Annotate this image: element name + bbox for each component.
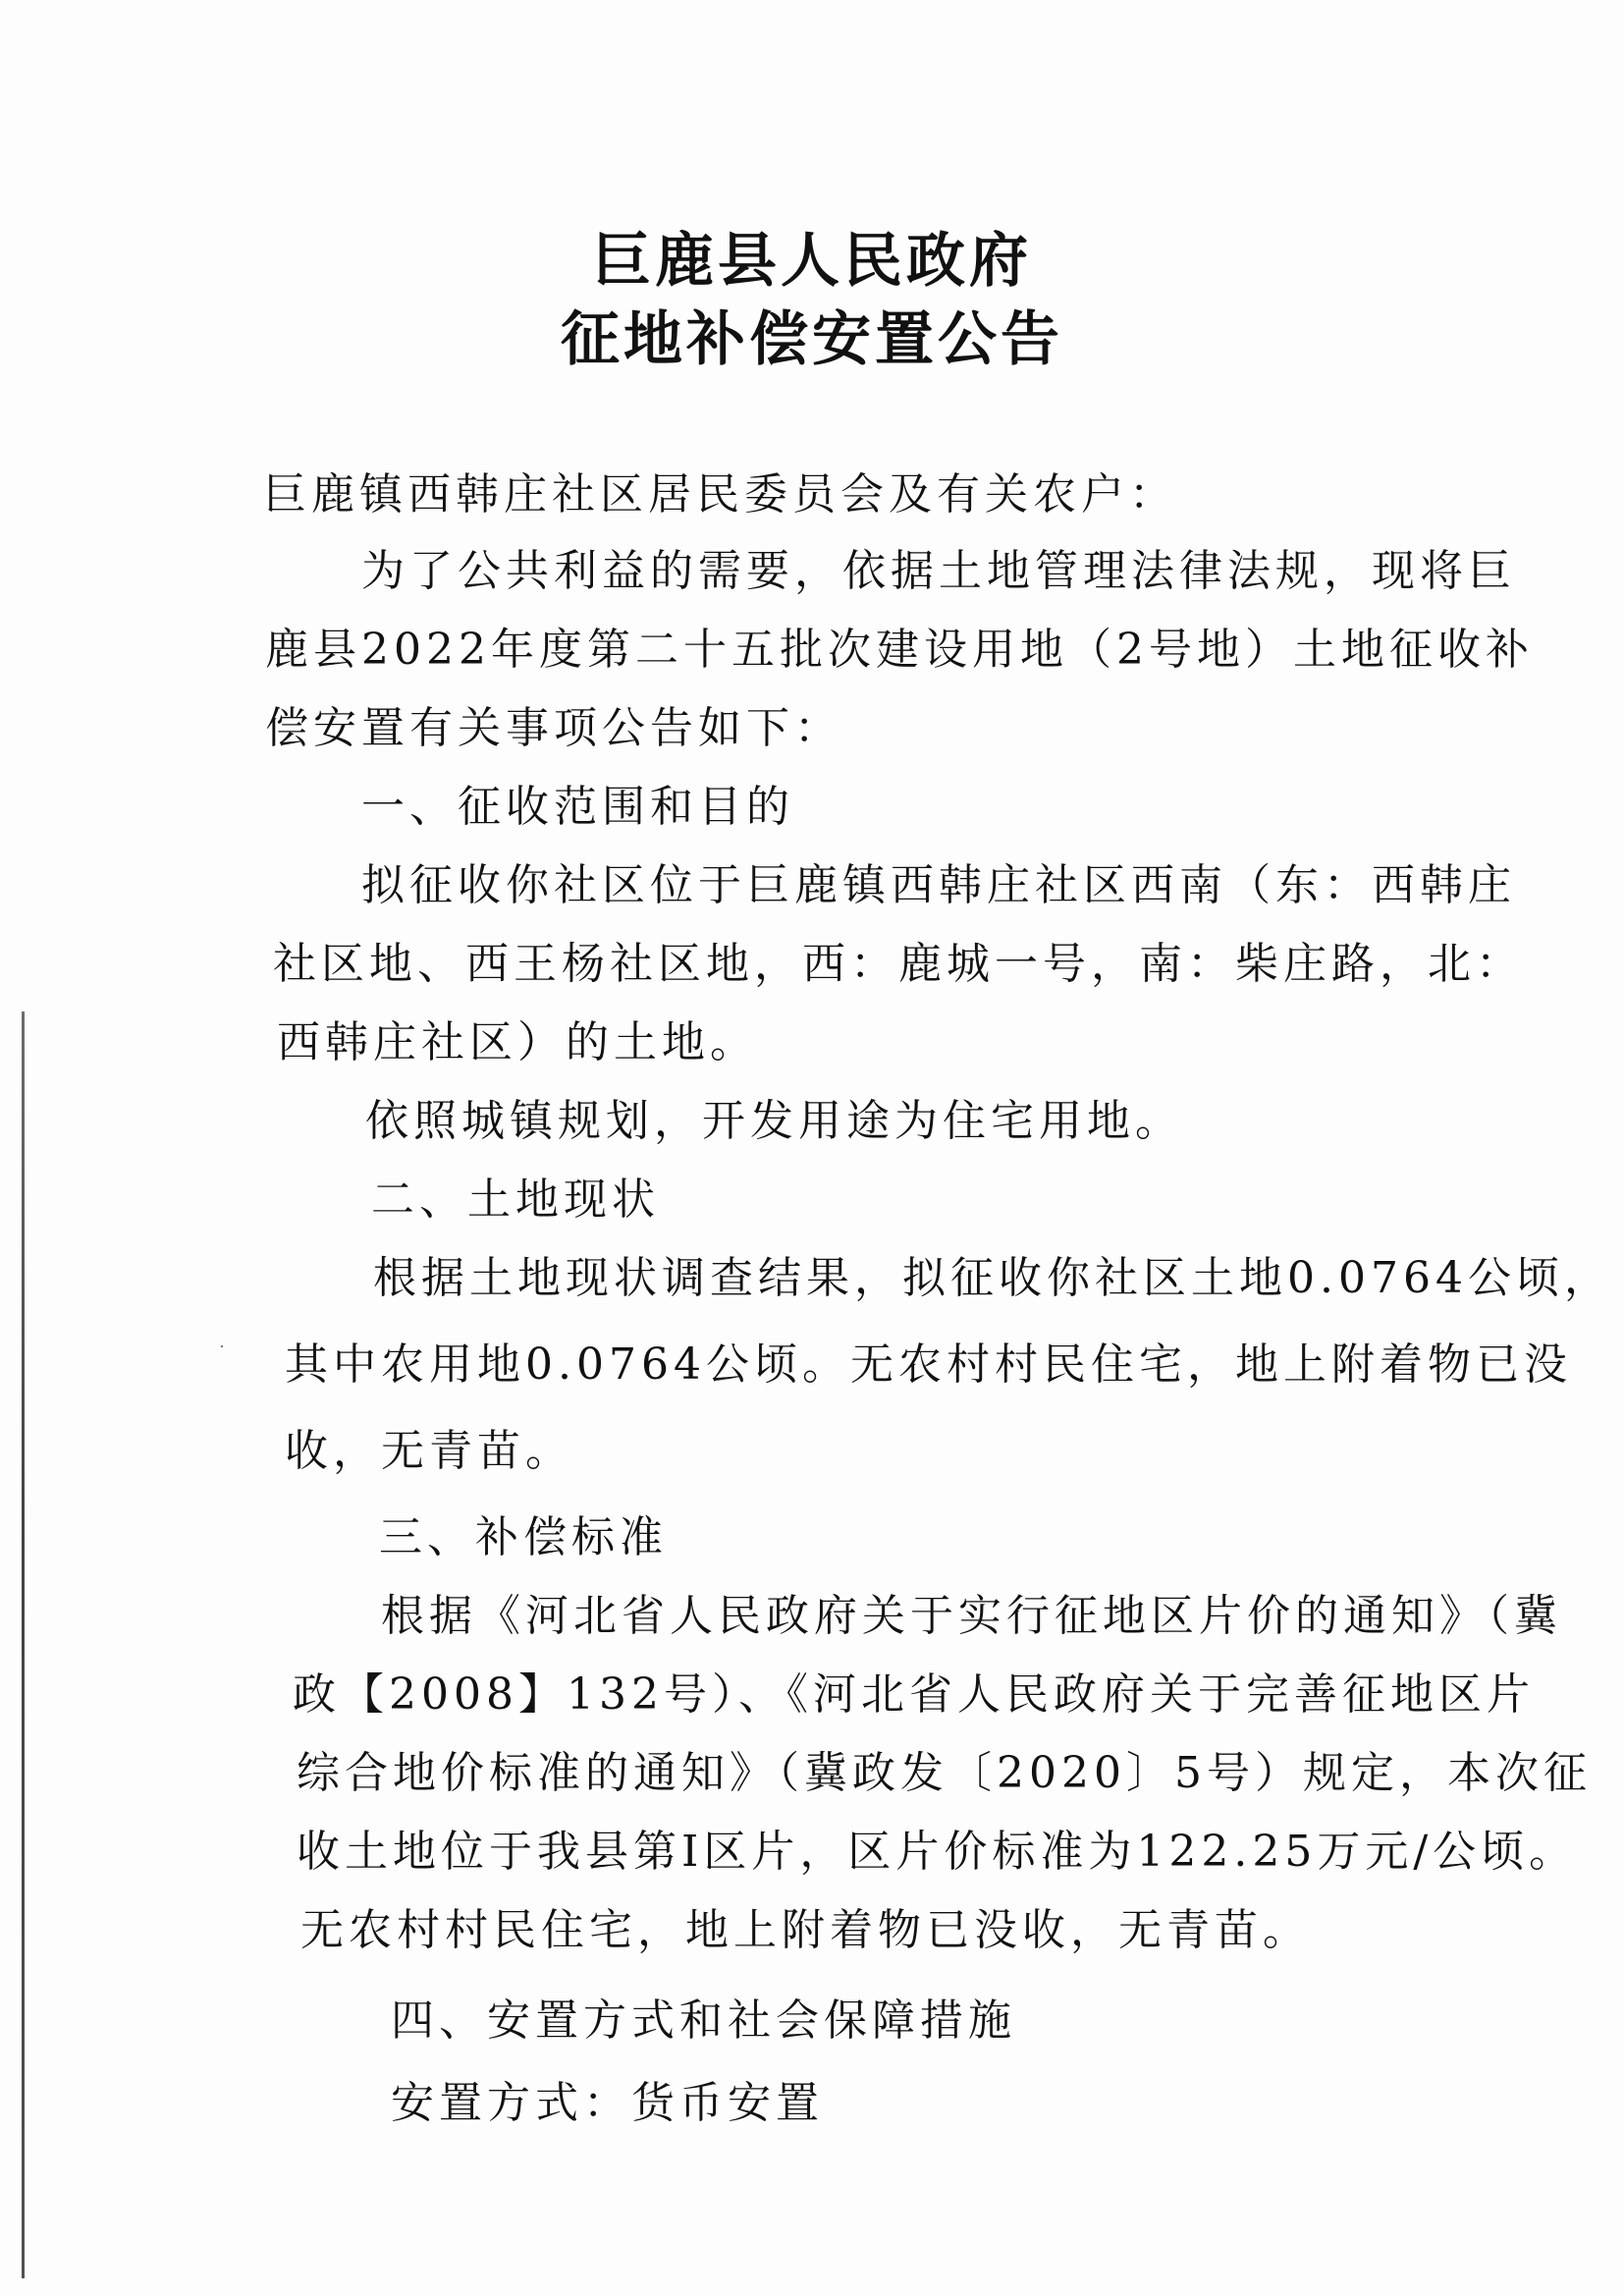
section3-para-line1: 根据《河北省人民政府关于实行征地区片价的通知》（冀	[381, 1591, 1562, 1641]
section3-para-line3: 综合地价标准的通知》（冀政发〔2020〕5号）规定，本次征	[297, 1748, 1592, 1798]
intro-line-2: 鹿县2022年度第二十五批次建设用地（2号地）土地征收补	[265, 625, 1534, 675]
document-title-line1: 巨鹿县人民政府	[592, 227, 1032, 296]
section2-para-line3: 收，无青苗。	[285, 1426, 573, 1476]
section2-heading: 二、土地现状	[371, 1175, 660, 1225]
section4-heading: 四、安置方式和社会保障措施	[391, 1995, 1016, 2046]
scan-speck	[221, 1345, 223, 1347]
section2-para-line1: 根据土地现状调查结果，拟征收你社区土地0.0764公顷，	[373, 1253, 1612, 1303]
section1-para1-line2: 社区地、西王杨社区地，西：鹿城一号，南：柴庄路，北：	[273, 939, 1524, 989]
intro-line-1: 为了公共利益的需要，依据土地管理法律法规，现将巨	[361, 546, 1516, 596]
section3-para-line4: 收土地位于我县第Ⅰ区片，区片价标准为122.25万元/公顷。	[297, 1827, 1578, 1877]
document-title-line2: 征地补偿安置公告	[561, 305, 1063, 374]
addressee: 巨鹿镇西韩庄社区居民委员会及有关农户：	[263, 469, 1177, 519]
section1-para1-line1: 拟征收你社区位于巨鹿镇西韩庄社区西南（东：西韩庄	[361, 860, 1516, 910]
section1-para1-line3: 西韩庄社区）的土地。	[277, 1017, 758, 1067]
intro-line-3: 偿安置有关事项公告如下：	[265, 703, 842, 753]
section1-para2: 依照城镇规划，开发用途为住宅用地。	[365, 1096, 1183, 1146]
section1-heading: 一、征收范围和目的	[361, 782, 794, 832]
section3-heading: 三、补偿标准	[379, 1512, 668, 1562]
section3-para-line5: 无农村村民住宅，地上附着物已没收，无青苗。	[300, 1905, 1311, 1955]
scan-edge-mark	[22, 1011, 25, 2278]
section4-line1: 安置方式：货币安置	[391, 2078, 824, 2128]
section2-para-line2: 其中农用地0.0764公顷。无农村村民住宅，地上附着物已没	[285, 1339, 1572, 1390]
section3-para-line2: 政【2008】132号）、《河北省人民政府关于完善征地区片	[293, 1669, 1535, 1720]
